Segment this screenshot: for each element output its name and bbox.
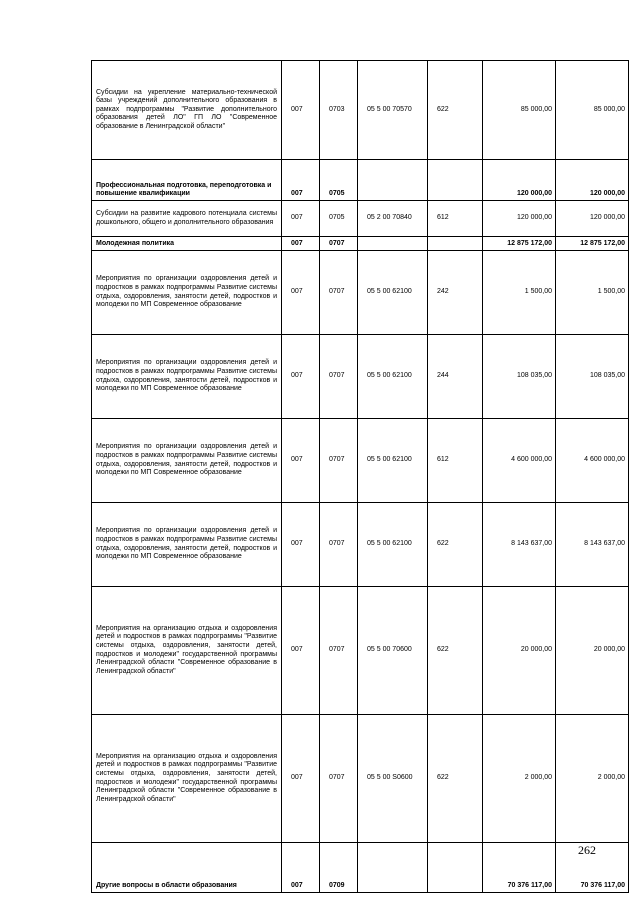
row-name: Профессиональная подготовка, переподготовка и повышение квалификации: [92, 160, 282, 201]
row-sum-2: 2 000,00: [556, 715, 629, 843]
row-grbs: 007: [282, 237, 320, 251]
row-sum-1: 120 000,00: [483, 201, 556, 237]
row-sum-2: 108 035,00: [556, 335, 629, 419]
row-section: 0707: [320, 419, 358, 503]
table-row: [92, 715, 629, 843]
row-name: Мероприятия по организации оздоровления детей и подростков в рамках подпрограммы Развитие системы отдыха, оздоровления, занятости детей, подростков и молодежи по МП Современное образование: [92, 335, 282, 419]
table-row: [92, 201, 629, 237]
row-grbs: 007: [282, 160, 320, 201]
row-name: Молодежная политика: [92, 237, 282, 251]
table-row: [92, 61, 629, 160]
row-sum-1: 108 035,00: [483, 335, 556, 419]
row-type: 622: [428, 61, 483, 160]
row-grbs: 007: [282, 251, 320, 335]
row-grbs: 007: [282, 201, 320, 237]
row-sum-2: 4 600 000,00: [556, 419, 629, 503]
row-article: 05 5 00 62100: [358, 419, 428, 503]
row-section: 0707: [320, 587, 358, 715]
table-row: [92, 419, 629, 503]
row-grbs: 007: [282, 843, 320, 893]
row-grbs: 007: [282, 503, 320, 587]
table-row: [92, 237, 629, 251]
row-type: 612: [428, 201, 483, 237]
row-name: Другие вопросы в области образования: [92, 843, 282, 893]
row-sum-1: 1 500,00: [483, 251, 556, 335]
row-grbs: 007: [282, 61, 320, 160]
table-row: [92, 503, 629, 587]
row-article: 05 2 00 70840: [358, 201, 428, 237]
row-name: Мероприятия по организации оздоровления детей и подростков в рамках подпрограммы Развитие системы отдыха, оздоровления, занятости детей, подростков и молодежи по МП Современное образование: [92, 503, 282, 587]
row-section: 0705: [320, 201, 358, 237]
row-name: Мероприятия по организации оздоровления детей и подростков в рамках подпрограммы Развитие системы отдыха, оздоровления, занятости детей, подростков и молодежи по МП Современное образование: [92, 419, 282, 503]
row-type: [428, 160, 483, 201]
row-sum-2: 1 500,00: [556, 251, 629, 335]
row-section: 0707: [320, 251, 358, 335]
row-section: 0707: [320, 335, 358, 419]
table-row: [92, 335, 629, 419]
row-sum-2: 120 000,00: [556, 160, 629, 201]
row-grbs: 007: [282, 587, 320, 715]
row-type: 622: [428, 503, 483, 587]
row-sum-2: 12 875 172,00: [556, 237, 629, 251]
row-article: 05 5 00 70570: [358, 61, 428, 160]
row-sum-1: 120 000,00: [483, 160, 556, 201]
row-type: 244: [428, 335, 483, 419]
row-grbs: 007: [282, 715, 320, 843]
row-grbs: 007: [282, 335, 320, 419]
row-sum-1: 4 600 000,00: [483, 419, 556, 503]
row-sum-2: 120 000,00: [556, 201, 629, 237]
row-sum-1: 12 875 172,00: [483, 237, 556, 251]
row-type: 242: [428, 251, 483, 335]
row-name: Мероприятия на организацию отдыха и оздоровления детей и подростков в рамках подпрограммы "Развитие системы отдыха, оздоровления, занятости детей, подростков и молодежи" государственной программы Ленинградской области "Современное образование в Ленинградской области": [92, 715, 282, 843]
row-section: 0707: [320, 503, 358, 587]
row-type: [428, 843, 483, 893]
row-type: 622: [428, 587, 483, 715]
row-article: 05 5 00 62100: [358, 335, 428, 419]
row-sum-1: 8 143 637,00: [483, 503, 556, 587]
table-row: [92, 843, 629, 893]
row-type: [428, 237, 483, 251]
row-article: [358, 843, 428, 893]
row-section: 0705: [320, 160, 358, 201]
row-article: [358, 237, 428, 251]
row-section: 0707: [320, 715, 358, 843]
row-name: Мероприятия по организации оздоровления детей и подростков в рамках подпрограммы Развитие системы отдыха, оздоровления, занятости детей, подростков и молодежи по МП Современное образование: [92, 251, 282, 335]
row-article: 05 5 00 62100: [358, 251, 428, 335]
row-sum-1: 2 000,00: [483, 715, 556, 843]
row-sum-2: 8 143 637,00: [556, 503, 629, 587]
table-row: [92, 251, 629, 335]
row-section: 0703: [320, 61, 358, 160]
row-sum-2: 70 376 117,00: [556, 843, 629, 893]
page-number: 262: [578, 843, 596, 857]
row-sum-1: 70 376 117,00: [483, 843, 556, 893]
row-name: Субсидии на развитие кадрового потенциала системы дошкольного, общего и дополнительного образования: [92, 201, 282, 237]
table-row: [92, 160, 629, 201]
row-type: 612: [428, 419, 483, 503]
row-article: 05 5 00 S0600: [358, 715, 428, 843]
row-article: 05 5 00 70600: [358, 587, 428, 715]
row-sum-1: 85 000,00: [483, 61, 556, 160]
row-sum-2: 20 000,00: [556, 587, 629, 715]
row-article: [358, 160, 428, 201]
row-section: 0709: [320, 843, 358, 893]
row-name: Мероприятия на организацию отдыха и оздоровления детей и подростков в рамках подпрограммы "Развитие системы отдыха, оздоровления, занятости детей, подростков и молодежи" государственной программы Ленинградской области "Современное образование в Ленинградской области": [92, 587, 282, 715]
row-name: Субсидии на укрепление материально-технической базы учреждений дополнительного образования в рамках подпрограммы "Развитие дополнительного образования детей ЛО" ГП ЛО "Современное образование в Ленинградской области": [92, 61, 282, 160]
row-grbs: 007: [282, 419, 320, 503]
row-article: 05 5 00 62100: [358, 503, 428, 587]
row-sum-1: 20 000,00: [483, 587, 556, 715]
row-type: 622: [428, 715, 483, 843]
row-sum-2: 85 000,00: [556, 61, 629, 160]
row-section: 0707: [320, 237, 358, 251]
table-row: [92, 587, 629, 715]
budget-table: [91, 60, 629, 893]
